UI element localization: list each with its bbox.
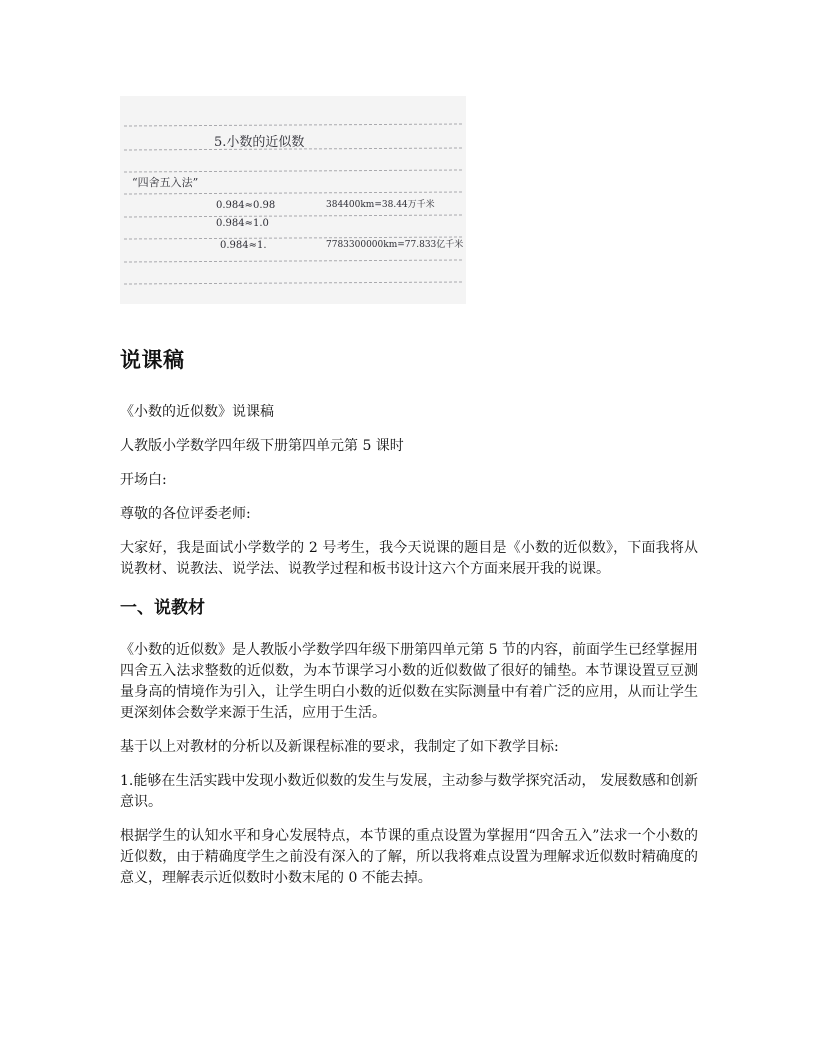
page-title: 说课稿 bbox=[120, 348, 185, 372]
key-points-paragraph: 根据学生的认知水平和身心发展特点，本节课的重点设置为掌握用“四舍五入”法求一个小数的近似数，由于精确度学生之前没有深入的了解，所以我将难点设置为理解求近似数时精确度的意义，理解表示近似数时小数末尾的 0 不能去掉。 bbox=[120, 828, 698, 886]
handwritten-title: 5.小数的近似数 bbox=[214, 135, 305, 150]
handwritten-row-2-left: 0.984≈1.0 bbox=[216, 218, 269, 229]
handwritten-row-3-right: 7783300000km=77.833亿千米 bbox=[326, 240, 464, 250]
opening-label: 开场白: bbox=[120, 472, 167, 488]
notebook-photo-drawing bbox=[120, 96, 466, 304]
handwritten-row-1-left: 0.984≈0.98 bbox=[216, 200, 276, 211]
textbook-paragraph-1: 《小数的近似数》是人教版小学数学四年级下册第四单元第 5 节的内容，前面学生已经掌握用四舍五入法求整数的近似数，为本节课学习小数的近似数做了很好的铺垫。本节课设置豆豆测量身高的情境作为引入，让学生明白小数的近似数在实际测量中有着广泛的应用，从而让学生更深刻体会数学来源于生活，应用于生活。 bbox=[120, 642, 698, 721]
handwritten-row-1-right: 384400km=38.44万千米 bbox=[326, 200, 435, 210]
textbook-paragraph-2: 基于以上对教材的分析以及新课程标准的要求，我制定了如下教学目标: bbox=[120, 739, 559, 755]
notebook-photo bbox=[120, 96, 466, 304]
section-heading-textbook: 一、说教材 bbox=[120, 598, 205, 618]
lesson-edition: 人教版小学数学四年级下册第四单元第 5 课时 bbox=[120, 438, 404, 454]
document-body bbox=[120, 344, 698, 902]
objective-1: 1.能够在生活实践中发现小数近似数的发生与发展，主动参与数学探究活动， 发展数感和创新意识。 bbox=[120, 773, 698, 810]
handwritten-row-3-left: 0.984≈1. bbox=[220, 240, 267, 251]
greeting: 尊敬的各位评委老师: bbox=[120, 506, 251, 522]
intro-paragraph: 大家好，我是面试小学数学的 2 号考生，我今天说课的题目是《小数的近似数》，下面我将从说教材、说教法、说学法、说教学过程和板书设计这六个方面来展开我的说课。 bbox=[120, 540, 698, 577]
lesson-title: 《小数的近似数》说课稿 bbox=[120, 404, 274, 420]
handwritten-method: “四舍五入法” bbox=[132, 176, 199, 189]
